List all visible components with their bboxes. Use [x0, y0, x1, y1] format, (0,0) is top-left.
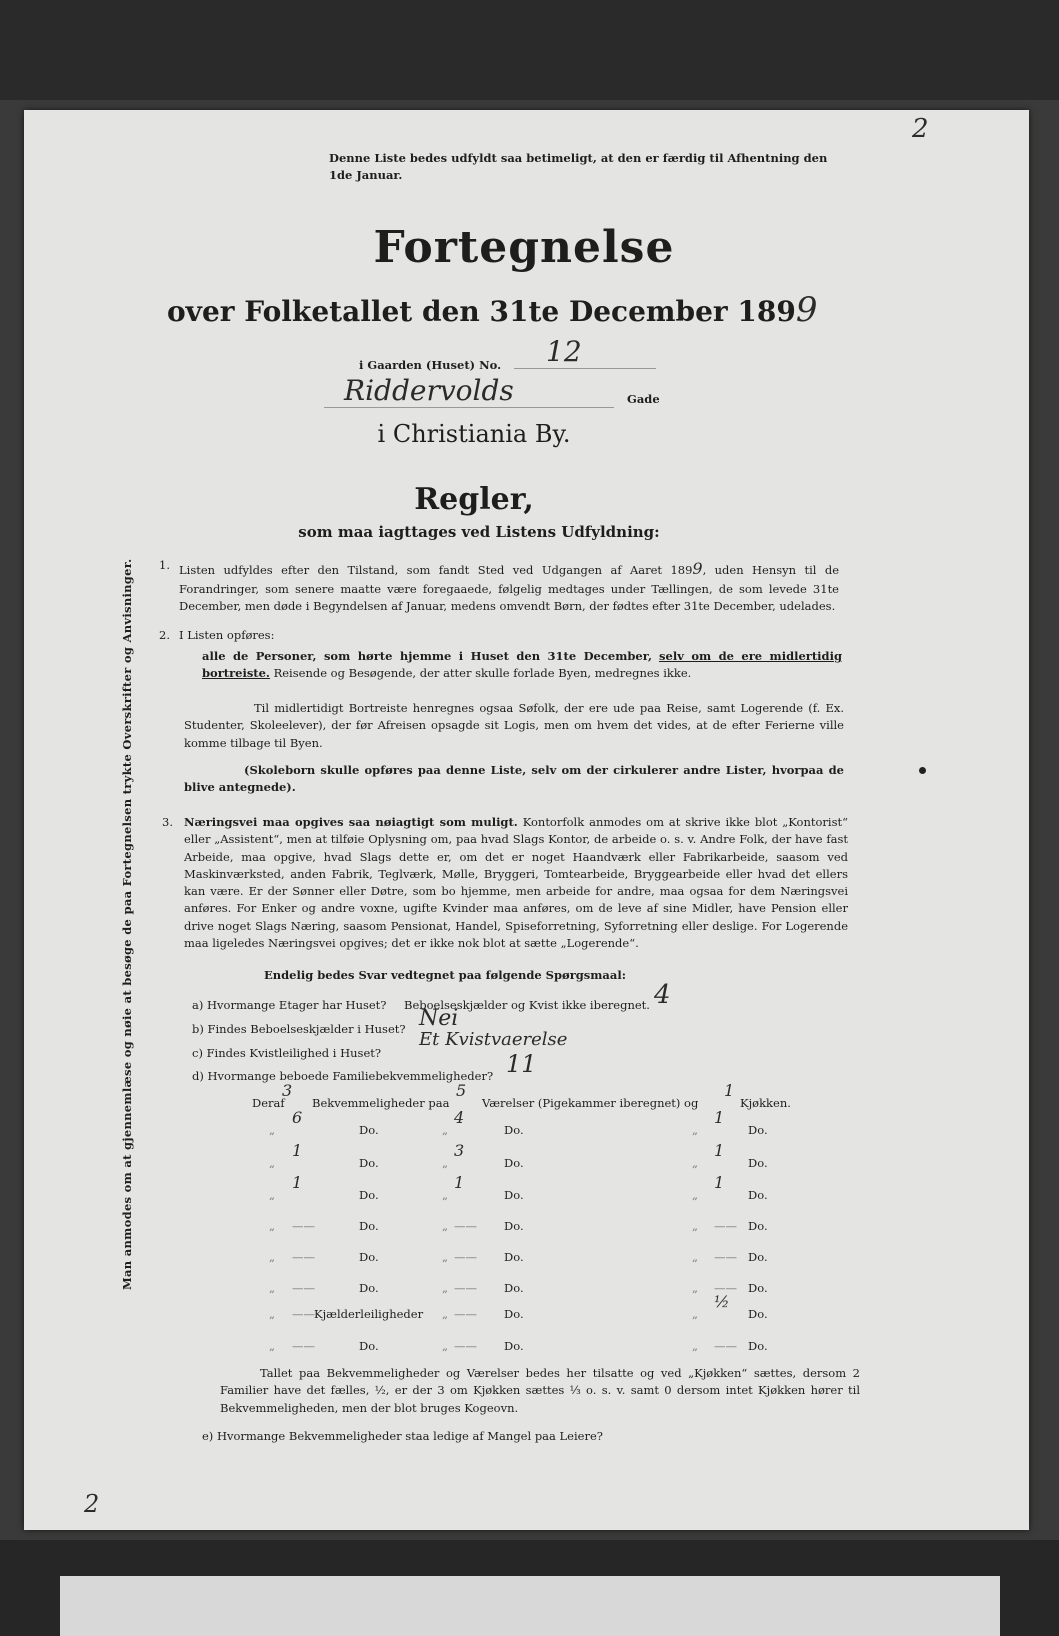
row-blank: ——: [714, 1219, 737, 1233]
rule-3-number: 3.: [162, 815, 173, 829]
row-blank: ——: [454, 1281, 477, 1295]
row-blank: ——: [714, 1339, 737, 1353]
rules-subtitle: som maa iagttages ved Listens Udfyldning:: [298, 523, 660, 541]
notice-text: Denne Liste bedes udfyldt saa betimeligt, at den er færdig til Afhentning den 1de Januar.: [329, 151, 828, 183]
row-blank: ——: [292, 1219, 315, 1233]
kjaelder-label: Kjælderleiligheder: [314, 1307, 424, 1321]
table-kjok-header: Kjøkken.: [740, 1096, 791, 1110]
scanner-frame-bottom: [0, 1540, 1059, 1636]
table-bekv-value: 1: [292, 1141, 303, 1160]
row-dash: „: [269, 1188, 275, 1202]
row-do-label: Do.: [748, 1123, 768, 1137]
row-do-label: Do.: [359, 1188, 379, 1202]
row-do-label: Do.: [748, 1250, 768, 1264]
row-do-label: Do.: [504, 1250, 524, 1264]
question-c-label: c) Findes Kvistleilighed i Huset?: [192, 1046, 382, 1060]
street-name: Riddervolds: [324, 374, 614, 408]
row-dash: „: [269, 1250, 275, 1264]
row-dash: „: [442, 1250, 448, 1264]
page-number-bottom: 2: [84, 1490, 100, 1518]
row-do-label: Do.: [504, 1281, 524, 1295]
row-dash: „: [692, 1281, 698, 1295]
row-dash: „: [269, 1156, 275, 1170]
row-dash: „: [692, 1156, 698, 1170]
table-bekv-value: 3: [282, 1081, 293, 1100]
row-do-label: Do.: [504, 1123, 524, 1137]
question-b-answer: Nei: [419, 1006, 459, 1031]
scanner-frame-top: [0, 0, 1059, 100]
rule-2-intro: I Listen opføres:: [179, 628, 275, 642]
row-dash: „: [692, 1219, 698, 1233]
row-do-label: Do.: [359, 1219, 379, 1233]
rule-1-text-a: Listen udfyldes efter den Tilstand, som fandt Sted ved Udgangen af Aaret 189: [179, 563, 693, 577]
row-do-label: Do.: [748, 1307, 768, 1321]
gaard-label: i Gaarden (Huset) No.: [359, 358, 502, 372]
row-dash: „: [442, 1339, 448, 1353]
table-kjok-value: ½: [714, 1292, 730, 1311]
subtitle-year-digit: 9: [795, 290, 818, 330]
table-vaer-header: Værelser (Pigekammer iberegnet) og: [482, 1096, 699, 1110]
row-do-label: Do.: [359, 1250, 379, 1264]
form-subtitle: [167, 290, 867, 330]
question-b-label: b) Findes Beboelseskjælder i Huset?: [192, 1022, 406, 1036]
rule-2-body: [202, 648, 842, 683]
question-a-answer: 4: [654, 980, 671, 1010]
row-dash: „: [692, 1307, 698, 1321]
questions-intro: Endelig bedes Svar vedtegnet paa følgende Spørgsmaal:: [264, 968, 626, 982]
ink-dot: [919, 767, 926, 774]
question-d-label: d) Hvormange beboede Familiebekvemmeligheder?: [192, 1069, 494, 1083]
row-dash: „: [269, 1219, 275, 1233]
row-do-label: Do.: [504, 1219, 524, 1233]
row-blank: ——: [714, 1250, 737, 1264]
row-dash: „: [442, 1188, 448, 1202]
row-do-label: Do.: [359, 1281, 379, 1295]
rules-title: Regler,: [414, 482, 534, 517]
question-a-label: a) Hvormange Etager har Huset?: [192, 998, 387, 1012]
census-form-page: [24, 110, 1029, 1530]
row-do-label: Do.: [359, 1123, 379, 1137]
form-title: Fortegnelse: [373, 222, 675, 273]
row-dash: „: [442, 1219, 448, 1233]
rule-3-text: [184, 814, 848, 952]
rule-2-note: Til midlertidigt Bortreiste henregnes ogsaa Søfolk, der ere ude paa Reise, samt Logerende (f. Ex. Studenter, Skoleelever), der før Afreisen opsagde sit Logis, men om hvem det vides, at de efter Ferierne ville komme tilbage til Byen.: [184, 701, 844, 750]
row-blank: ——: [292, 1339, 315, 1353]
row-do-label: Do.: [504, 1188, 524, 1202]
row-dash: „: [269, 1339, 275, 1353]
row-blank: ——: [454, 1307, 477, 1321]
street-suffix: Gade: [627, 392, 660, 406]
rule-2-body-c: Reisende og Besøgende, der atter skulle forlade Byen, medregnes ikke.: [273, 666, 692, 681]
row-blank: ——: [292, 1250, 315, 1264]
row-dash: „: [269, 1123, 275, 1137]
rule-3-text-b: Kontorfolk anmodes om at skrive ikke blot „Kontorist“ eller „Assistent“, men at tilføie Oplysning om, paa hvad Slags Kontor, de arbeide o. s. v. Andre Folk, der have fast Arbeide, maa opgive, hvad Slags dette er, om det er noget Haandværk eller Fabrikarbeide, saasom ved Maskinværksted, anden Fabrik, Teglværk, Mølle, Bryggeri, Tomtearbeide, Bryggearbeide eller hvad det ellers kan være. Er der Sønner eller Døtre, som bo hjemme, men arbeide for andre, maa ogsaa for dem Næringsvei anføres. For Enker og andre voxne, ugifte Kvinder maa anføres, om de leve af sine Midler, have Pension eller drive noget Slags Næring, saasom Pensionat, Handel, Spiseforretning, Syforretning eller deslige. For Logerende maa ligeledes Næringsvei opgives; det er ikke nok blot at sætte „Logerende“.: [184, 815, 848, 950]
row-do-label: Do.: [748, 1281, 768, 1295]
row-dash: „: [269, 1307, 275, 1321]
footnote: Tallet paa Bekvemmeligheder og Værelser bedes her tilsatte og ved „Kjøkken“ sættes, dersom 2 Familier have det fælles, ½, er der 3 om Kjøkken sættes ⅓ o. s. v. samt 0 dersom intet Kjøkken hører til Bekvemmeligheden, men der blot bruges Kogeovn.: [220, 1366, 860, 1415]
rule-1-text: [179, 557, 839, 616]
row-dash: „: [442, 1307, 448, 1321]
question-d-answer: 11: [506, 1050, 537, 1078]
row-do-label: Do.: [748, 1156, 768, 1170]
row-dash: „: [269, 1281, 275, 1295]
gaard-number: 12: [514, 335, 656, 369]
row-do-label: Do.: [504, 1307, 524, 1321]
table-vaer-value: 4: [454, 1108, 465, 1127]
row-blank: ——: [292, 1307, 315, 1321]
row-blank: ——: [292, 1281, 315, 1295]
rule-2-body-a: alle de Personer, som hørte hjemme i Huset den 31te December,: [202, 649, 652, 663]
table-kjok-value: 1: [714, 1108, 725, 1127]
question-e-label: e) Hvormange Bekvemmeligheder staa ledige af Mangel paa Leiere?: [202, 1429, 603, 1443]
row-do-label: Do.: [504, 1339, 524, 1353]
table-vaer-value: 5: [456, 1081, 467, 1100]
table-bekv-value: 6: [292, 1108, 303, 1127]
row-dash: „: [692, 1188, 698, 1202]
table-bekv-header: Bekvemmeligheder paa: [312, 1096, 450, 1110]
row-do-label: Do.: [504, 1156, 524, 1170]
rule-2-number: 2.: [159, 628, 170, 642]
rule-2-body-b: selv om de ere midlertidig bortreiste.: [202, 649, 842, 681]
rule-1-number: 1.: [159, 558, 170, 572]
table-vaer-value: 1: [454, 1173, 465, 1192]
row-dash: „: [692, 1250, 698, 1264]
row-do-label: Do.: [748, 1219, 768, 1233]
table-bekv-value: 1: [292, 1173, 303, 1192]
table-kjok-value: 1: [724, 1081, 735, 1100]
row-dash: „: [442, 1156, 448, 1170]
question-a-note: Beboelseskjælder og Kvist ikke iberegnet.: [404, 998, 650, 1012]
subtitle-text: over Folketallet den 31te December 189: [167, 295, 796, 328]
row-dash: „: [692, 1339, 698, 1353]
rule-2-schoolchildren: (Skoleborn skulle opføres paa denne Liste, selv om der cirkulerer andre Lister, hvorpaa de blive antegnede).: [184, 763, 844, 795]
table-kjok-value: 1: [714, 1141, 725, 1160]
row-dash: „: [442, 1123, 448, 1137]
rule-3-text-a: Næringsvei maa opgives saa nøiagtigt som muligt.: [184, 815, 518, 829]
row-do-label: Do.: [748, 1339, 768, 1353]
city-name: i Christiania By.: [377, 420, 571, 448]
row-blank: ——: [454, 1250, 477, 1264]
row-blank: ——: [454, 1219, 477, 1233]
table-vaer-value: 3: [454, 1141, 465, 1160]
question-c-answer: Et Kvistvaerelse: [419, 1029, 568, 1050]
row-do-label: Do.: [359, 1339, 379, 1353]
row-blank: ——: [714, 1281, 737, 1295]
page-number-top: 2: [912, 114, 929, 144]
table-prefix: Deraf: [252, 1096, 285, 1110]
row-dash: „: [442, 1281, 448, 1295]
row-do-label: Do.: [359, 1156, 379, 1170]
table-kjok-value: 1: [714, 1173, 725, 1192]
next-page-strip: [60, 1576, 1000, 1636]
rule-1-year: 9: [692, 559, 703, 578]
row-do-label: Do.: [748, 1188, 768, 1202]
row-blank: ——: [454, 1339, 477, 1353]
row-dash: „: [692, 1123, 698, 1137]
side-instruction: Man anmodes om at gjennemlæse og nøie at besøge de paa Fortegnelsen trykte Overskrifter og Anvisninger.: [120, 558, 134, 1290]
rule-1-text-b: , uden Hensyn til de Forandringer, som senere maatte være foregaaede, følgelig medtages under Tællingen, de som levede 31te December, men døde i Begyndelsen af Januar, medens omvendt Børn, der fødtes efter 31te December, udelades.: [179, 563, 839, 614]
